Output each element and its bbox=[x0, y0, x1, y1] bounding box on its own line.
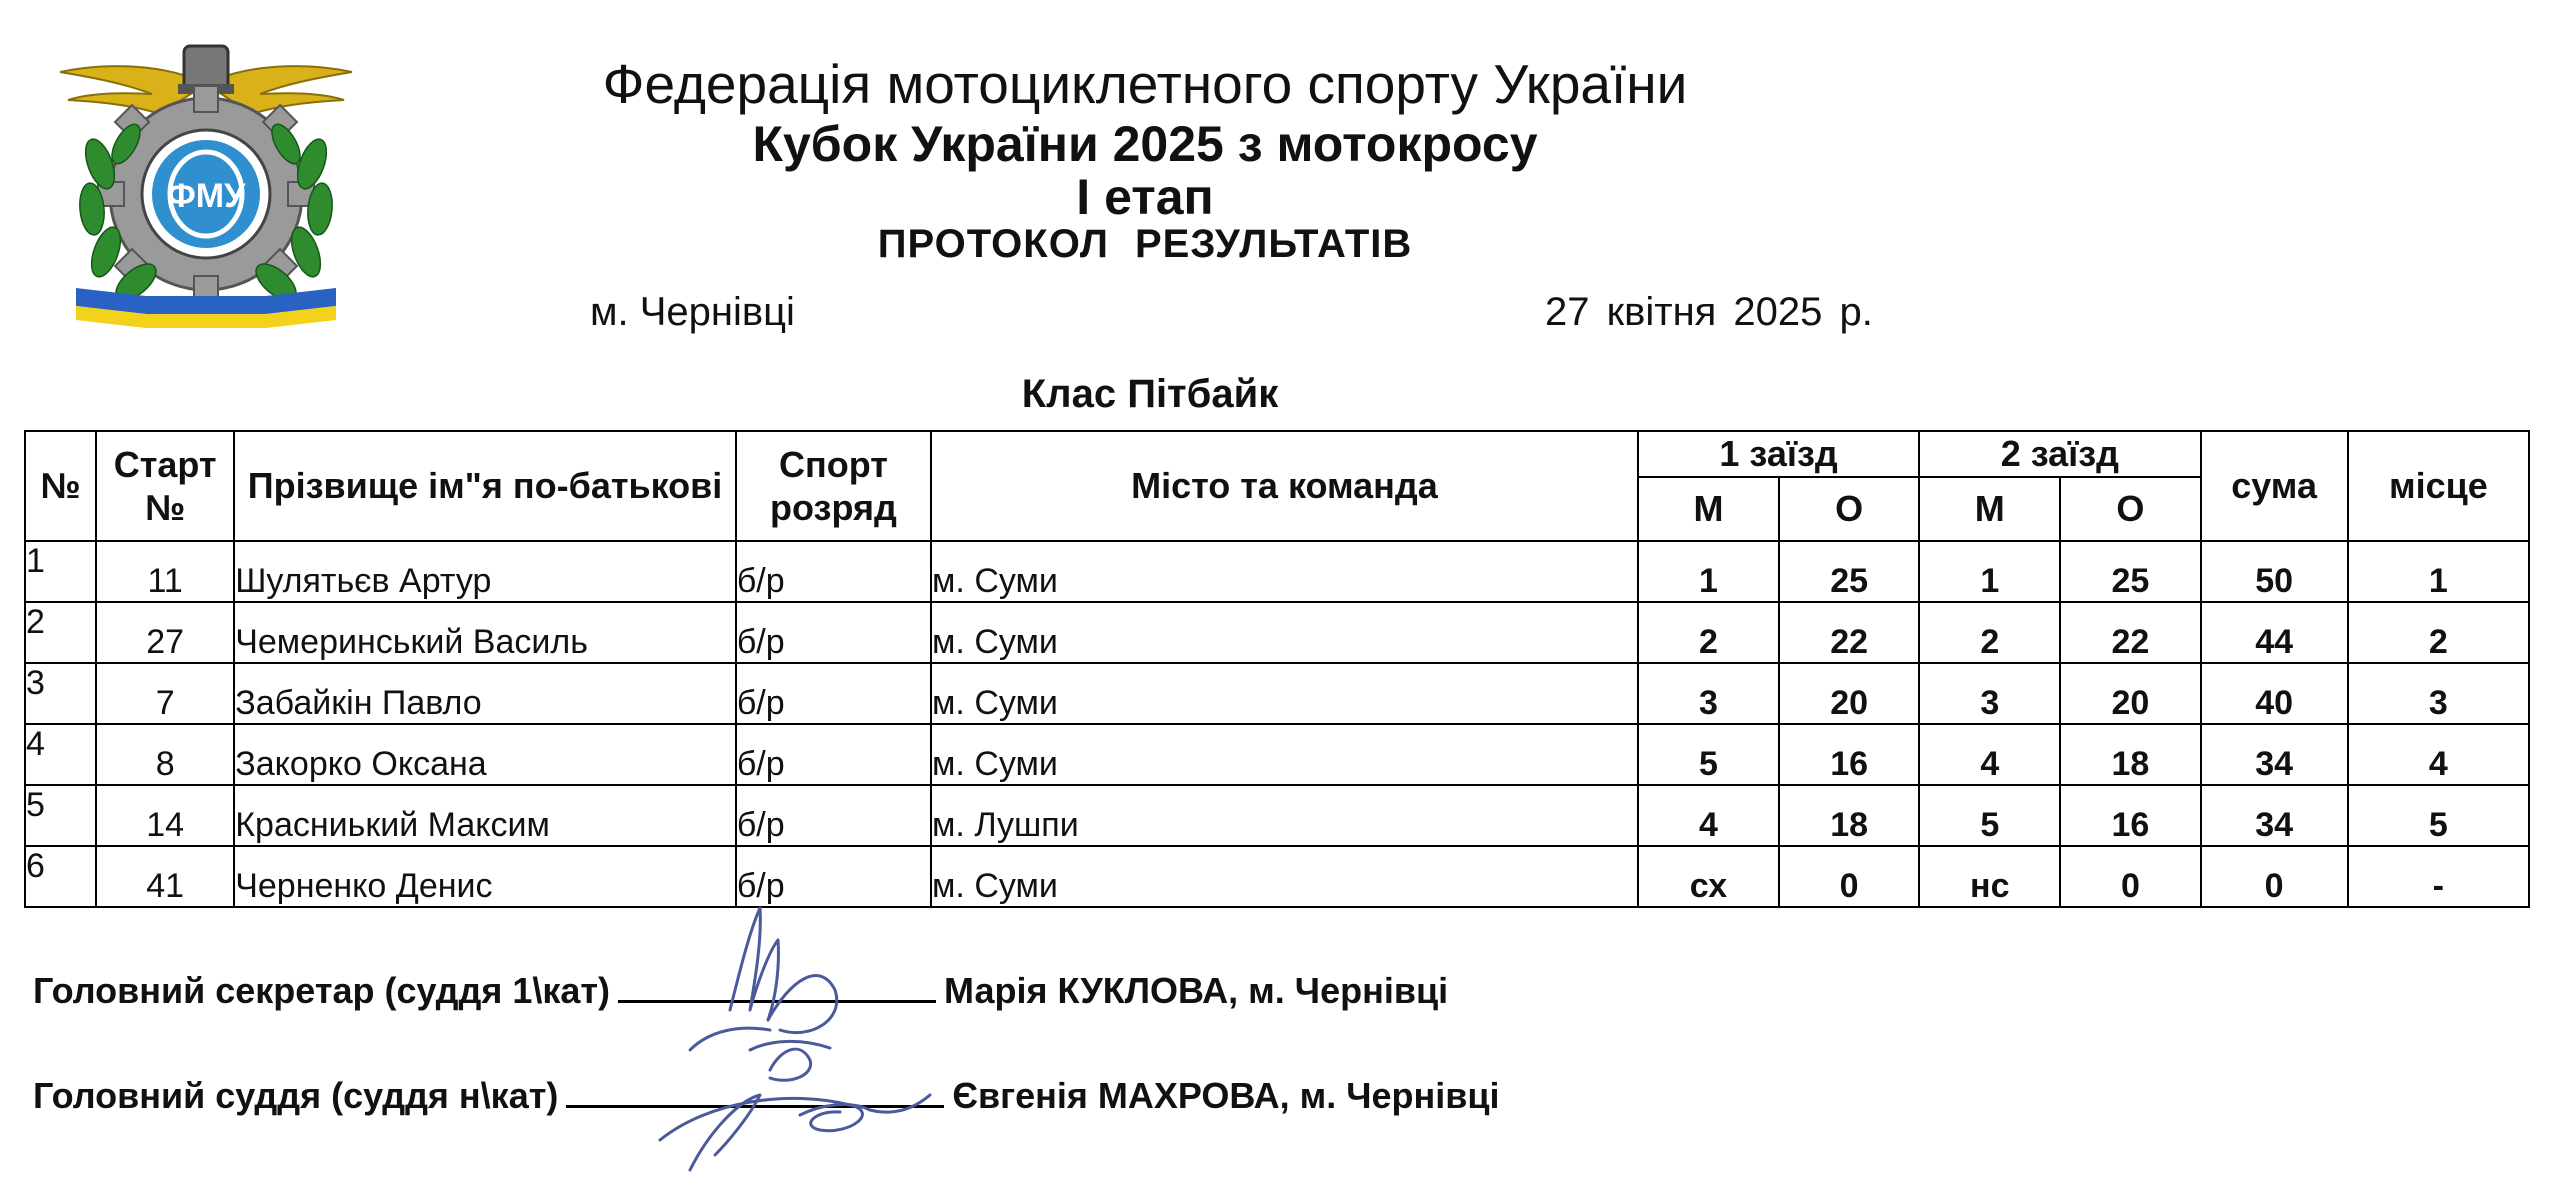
event-date: 27 квітня 2025 р. bbox=[1545, 290, 1873, 334]
cell-race1-m: 5 bbox=[1638, 724, 1779, 785]
cell-no: 6 bbox=[25, 846, 96, 907]
cell-start: 11 bbox=[96, 541, 234, 602]
cell-sum: 40 bbox=[2201, 663, 2348, 724]
header-sum: сума bbox=[2201, 431, 2348, 541]
header-race1-m: М bbox=[1638, 477, 1779, 541]
handwritten-signature bbox=[650, 900, 970, 1172]
cell-race1-o: 18 bbox=[1779, 785, 1919, 846]
logo-text: ФМУ bbox=[166, 177, 246, 215]
cell-race2-m: 4 bbox=[1919, 724, 2060, 785]
cell-race1-m: 1 bbox=[1638, 541, 1779, 602]
cell-rank: б/р bbox=[736, 785, 931, 846]
cell-place: 2 bbox=[2348, 602, 2529, 663]
cell-city: м. Суми bbox=[931, 602, 1638, 663]
cell-start: 41 bbox=[96, 846, 234, 907]
cell-rank: б/р bbox=[736, 724, 931, 785]
cell-city: м. Лушпи bbox=[931, 785, 1638, 846]
cell-race2-o: 22 bbox=[2060, 602, 2200, 663]
table-row bbox=[25, 541, 2529, 602]
cell-rank: б/р bbox=[736, 602, 931, 663]
table-row bbox=[25, 785, 2529, 846]
cell-place: - bbox=[2348, 846, 2529, 907]
header-race2-o: О bbox=[2060, 477, 2200, 541]
class-title: Клас Пітбайк bbox=[1021, 372, 1279, 416]
cell-race2-o: 18 bbox=[2060, 724, 2200, 785]
judge-name: Євгенія МАХРОВА, м. Чернівці bbox=[952, 1075, 1500, 1116]
header-rank bbox=[736, 431, 931, 541]
cell-name: Чемеринський Василь bbox=[234, 602, 736, 663]
header-start bbox=[96, 431, 234, 541]
stage-title: І етап bbox=[1076, 169, 1214, 225]
header-start-line1: Старт bbox=[113, 443, 217, 485]
cell-race1-o: 0 bbox=[1779, 846, 1919, 907]
cell-race2-m: нс bbox=[1919, 846, 2060, 907]
cell-no: 5 bbox=[25, 785, 96, 846]
cell-no: 4 bbox=[25, 724, 96, 785]
cell-name: Красниький Максим bbox=[234, 785, 736, 846]
cell-start: 27 bbox=[96, 602, 234, 663]
cell-race2-o: 25 bbox=[2060, 541, 2200, 602]
cell-race2-m: 3 bbox=[1919, 663, 2060, 724]
cell-race1-o: 22 bbox=[1779, 602, 1919, 663]
header-name: Прізвище ім"я по-батькові bbox=[234, 431, 736, 541]
cell-place: 5 bbox=[2348, 785, 2529, 846]
header-race2: 2 заїзд bbox=[1919, 431, 2200, 477]
cell-no: 1 bbox=[25, 541, 96, 602]
gear-icon bbox=[98, 86, 314, 302]
cell-race1-o: 25 bbox=[1779, 541, 1919, 602]
table-row bbox=[25, 846, 2529, 907]
cell-city: м. Суми bbox=[931, 724, 1638, 785]
cell-sum: 34 bbox=[2201, 724, 2348, 785]
cell-race1-o: 16 bbox=[1779, 724, 1919, 785]
cup-title: Кубок України 2025 з мотокросу bbox=[752, 116, 1538, 172]
header-place: місце bbox=[2348, 431, 2529, 541]
header-race1-o: О bbox=[1779, 477, 1919, 541]
header-rank-line1: Спорт bbox=[778, 443, 888, 485]
cell-place: 3 bbox=[2348, 663, 2529, 724]
cell-start: 7 bbox=[96, 663, 234, 724]
secretary-name: Марія КУКЛОВА, м. Чернівці bbox=[944, 970, 1449, 1011]
cell-no: 2 bbox=[25, 602, 96, 663]
judge-label: Головний суддя (суддя н\кат) bbox=[33, 1075, 559, 1116]
cell-start: 8 bbox=[96, 724, 234, 785]
cell-rank: б/р bbox=[736, 663, 931, 724]
cell-sum: 34 bbox=[2201, 785, 2348, 846]
cell-name: Закорко Оксана bbox=[234, 724, 736, 785]
cell-city: м. Суми bbox=[931, 663, 1638, 724]
cell-rank: б/р bbox=[736, 846, 931, 907]
header-rank-line2: розряд bbox=[770, 487, 897, 528]
cell-city: м. Суми bbox=[931, 846, 1638, 907]
cell-race2-m: 5 bbox=[1919, 785, 2060, 846]
cell-sum: 50 bbox=[2201, 541, 2348, 602]
federation-title: Федерація мотоциклетного спорту України bbox=[602, 53, 1688, 115]
protocol-title: ПРОТОКОЛ РЕЗУЛЬТАТІВ bbox=[877, 222, 1413, 266]
cell-sum: 44 bbox=[2201, 602, 2348, 663]
cell-name: Шулятьєв Артур bbox=[234, 541, 736, 602]
cell-race1-o: 20 bbox=[1779, 663, 1919, 724]
table-row bbox=[25, 602, 2529, 663]
cell-city: м. Суми bbox=[931, 541, 1638, 602]
cell-name: Черненко Денис bbox=[234, 846, 736, 907]
results-table bbox=[24, 430, 2530, 908]
header-race1: 1 заїзд bbox=[1638, 431, 1919, 477]
header-race2-m: М bbox=[1919, 477, 2060, 541]
cell-name: Забайкін Павло bbox=[234, 663, 736, 724]
cell-race1-m: 2 bbox=[1638, 602, 1779, 663]
cell-place: 1 bbox=[2348, 541, 2529, 602]
cell-race2-o: 20 bbox=[2060, 663, 2200, 724]
cell-no: 3 bbox=[25, 663, 96, 724]
table-row bbox=[25, 663, 2529, 724]
secretary-label: Головний секретар (суддя 1\кат) bbox=[33, 970, 611, 1011]
cell-race2-o: 16 bbox=[2060, 785, 2200, 846]
cell-race1-m: сх bbox=[1638, 846, 1779, 907]
header-city-team: Місто та команда bbox=[931, 431, 1638, 541]
cell-place: 4 bbox=[2348, 724, 2529, 785]
cell-race2-m: 2 bbox=[1919, 602, 2060, 663]
cell-race2-o: 0 bbox=[2060, 846, 2200, 907]
cell-race2-m: 1 bbox=[1919, 541, 2060, 602]
fmu-logo bbox=[56, 44, 356, 334]
cell-race1-m: 3 bbox=[1638, 663, 1779, 724]
cell-race1-m: 4 bbox=[1638, 785, 1779, 846]
header-start-line2: № bbox=[145, 487, 186, 528]
cell-rank: б/р bbox=[736, 541, 931, 602]
header-no: № bbox=[25, 431, 96, 541]
cell-sum: 0 bbox=[2201, 846, 2348, 907]
table-row bbox=[25, 724, 2529, 785]
event-city: м. Чернівці bbox=[590, 290, 795, 334]
cell-start: 14 bbox=[96, 785, 234, 846]
